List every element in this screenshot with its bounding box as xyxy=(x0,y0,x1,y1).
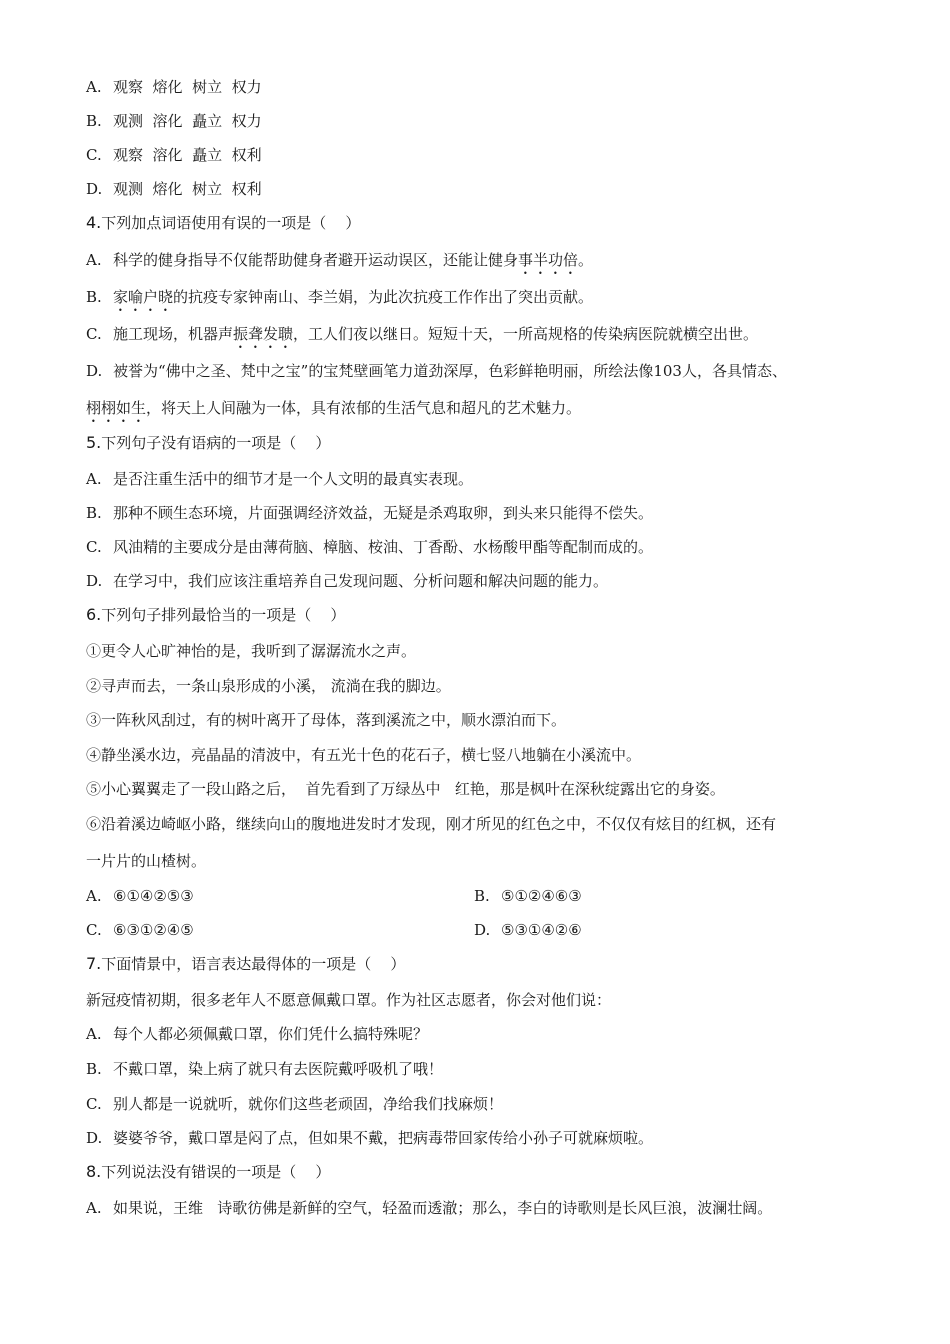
option-letter: A. xyxy=(86,1025,102,1043)
option-text: 观察 熔化 树立 权力 xyxy=(113,78,262,96)
option-text: 的抗疫专家钟南山、李兰娟，为此次抗疫工作作出了突出贡献。 xyxy=(173,288,594,306)
q6-option-c xyxy=(86,920,194,940)
q6-sentence-4: ④静坐溪水边，亮晶晶的清波中，有五光十色的花石子，横七竖八地躺在小溪流中。 xyxy=(86,746,642,764)
q6-sentence-6-cont: 一片片的山楂树。 xyxy=(86,852,207,870)
option-text: ，工人们夜以继日。短短十天，一所高规格的传染病医院就横空出世。 xyxy=(293,325,759,343)
question-text: 下面情景中，语言表达最得体的一项是（ ） xyxy=(101,955,406,973)
option-letter: A. xyxy=(86,78,102,96)
option-letter: B. xyxy=(86,504,102,522)
question-number: 4. xyxy=(86,213,102,232)
q3-option-b xyxy=(86,111,262,131)
q7-context: 新冠疫情初期，很多老年人不愿意佩戴口罩。作为社区志愿者，你会对他们说： xyxy=(86,991,612,1009)
option-letter: C. xyxy=(86,325,102,343)
dotted-phrase: 栩栩如生 xyxy=(86,399,147,417)
q6-sentence-2: ②寻声而去，一条山泉形成的小溪， 流淌在我的脚边。 xyxy=(86,677,451,695)
option-text: ⑥①④②⑤③ xyxy=(113,887,194,905)
q3-option-c xyxy=(86,145,262,165)
q5-stem xyxy=(86,433,330,453)
q5-option-c xyxy=(86,537,653,557)
q5-option-a xyxy=(86,469,473,489)
q6-stem xyxy=(86,605,345,625)
q8-stem xyxy=(86,1162,330,1182)
q7-option-d xyxy=(86,1128,653,1148)
option-letter: C. xyxy=(86,146,102,164)
option-letter: B. xyxy=(86,1060,102,1078)
q6-sentence-6: ⑥沿着溪边崎岖小路，继续向山的腹地进发时才发现，刚才所见的红色之中，不仅仅有炫目的红枫，还有 xyxy=(86,815,777,833)
option-text: 如果说，王维 诗歌彷佛是新鲜的空气，轻盈而透澈；那么，李白的诗歌则是长风巨浪，波澜壮阔。 xyxy=(113,1199,773,1217)
option-text: 观察 溶化 矗立 权利 xyxy=(113,146,262,164)
option-text: 科学的健身指导不仅能帮助健身者避开运动误区，还能让健身 xyxy=(113,251,519,269)
question-number: 7. xyxy=(86,954,102,973)
q8-option-a xyxy=(86,1198,772,1218)
question-number: 8. xyxy=(86,1162,102,1181)
question-text: 下列加点词语使用有误的一项是（ ） xyxy=(101,214,361,232)
option-text: ⑤③①④②⑥ xyxy=(501,921,582,939)
q4-option-b xyxy=(86,287,593,315)
option-letter: C. xyxy=(86,921,102,939)
option-text: 施工现场，机器声 xyxy=(113,325,234,343)
option-text: 观测 熔化 树立 权利 xyxy=(113,180,262,198)
q6-sentence-1: ①更令人心旷神怡的是，我听到了潺潺流水之声。 xyxy=(86,642,417,660)
q6-option-d xyxy=(474,920,582,940)
option-letter: B. xyxy=(86,112,102,130)
option-text: 婆婆爷爷，戴口罩是闷了点，但如果不戴，把病毒带回家传给小孙子可就麻烦啦。 xyxy=(113,1129,654,1147)
option-letter: C. xyxy=(86,1095,102,1113)
option-letter: A. xyxy=(86,1199,102,1217)
question-text: 下列句子排列最恰当的一项是（ ） xyxy=(101,606,346,624)
q4-option-d-cont xyxy=(86,398,581,426)
q7-option-a xyxy=(86,1024,428,1044)
option-text: ⑤①②④⑥③ xyxy=(501,887,582,905)
question-text: 下列说法没有错误的一项是（ ） xyxy=(101,1163,331,1181)
option-text: ，将天上人间融为一体，具有浓郁的生活气息和超凡的艺术魅力。 xyxy=(146,399,582,417)
option-text: 是否注重生活中的细节才是一个人文明的最真实表现。 xyxy=(113,470,474,488)
option-letter: A. xyxy=(86,251,102,269)
dotted-phrase: 振聋发聩 xyxy=(233,325,294,343)
option-letter: D. xyxy=(86,1129,103,1147)
option-text: 风油精的主要成分是由薄荷脑、樟脑、桉油、丁香酚、水杨酸甲酯等配制而成的。 xyxy=(113,538,654,556)
q6-sentence-5: ⑤小心翼翼走了一段山路之后， 首先看到了万绿丛中 红艳，那是枫叶在深秋绽露出它的身姿。 xyxy=(86,780,725,798)
q7-option-c xyxy=(86,1094,503,1114)
option-text: 观测 溶化 矗立 权力 xyxy=(113,112,262,130)
option-text: 。 xyxy=(578,251,594,269)
option-text: 被誉为“佛中之圣、梵中之宝”的宝梵壁画笔力道劲深厚，色彩鲜艳明丽，所绘法像103人，各具情态、 xyxy=(113,362,787,380)
q6-option-b xyxy=(474,886,582,906)
question-number: 6. xyxy=(86,605,102,624)
q5-option-b xyxy=(86,503,653,523)
q4-stem xyxy=(86,213,360,233)
option-letter: C. xyxy=(86,538,102,556)
q7-stem xyxy=(86,954,405,974)
q4-option-c xyxy=(86,324,758,352)
option-text: 那种不顾生态环境，片面强调经济效益，无疑是杀鸡取卵，到头来只能得不偿失。 xyxy=(113,504,654,522)
q4-option-a xyxy=(86,250,593,278)
option-letter: D. xyxy=(86,362,103,380)
option-letter: D. xyxy=(474,921,491,939)
option-text: 在学习中，我们应该注重培养自己发现问题、分析问题和解决问题的能力。 xyxy=(113,572,609,590)
dotted-phrase: 家喻户晓 xyxy=(113,288,174,306)
q7-option-b xyxy=(86,1059,443,1079)
q6-sentence-3: ③一阵秋风刮过，有的树叶离开了母体，落到溪流之中，顺水漂泊而下。 xyxy=(86,711,567,729)
option-letter: B. xyxy=(474,887,490,905)
dotted-phrase: 事半功倍 xyxy=(518,251,579,269)
q6-option-a xyxy=(86,886,194,906)
option-letter: A. xyxy=(86,470,102,488)
question-number: 5. xyxy=(86,433,102,452)
q4-option-d xyxy=(86,361,787,381)
q5-option-d xyxy=(86,571,608,591)
option-text: 每个人都必须佩戴口罩，你们凭什么搞特殊呢？ xyxy=(113,1025,429,1043)
option-text: ⑥③①②④⑤ xyxy=(113,921,194,939)
option-letter: A. xyxy=(86,887,102,905)
option-letter: B. xyxy=(86,288,102,306)
option-letter: D. xyxy=(86,572,103,590)
q3-option-d xyxy=(86,179,262,199)
option-text: 不戴口罩，染上病了就只有去医院戴呼吸机了哦！ xyxy=(113,1060,444,1078)
question-text: 下列句子没有语病的一项是（ ） xyxy=(101,434,331,452)
q3-option-a xyxy=(86,77,262,97)
option-letter: D. xyxy=(86,180,103,198)
option-text: 别人都是一说就听，就你们这些老顽固，净给我们找麻烦！ xyxy=(113,1095,504,1113)
